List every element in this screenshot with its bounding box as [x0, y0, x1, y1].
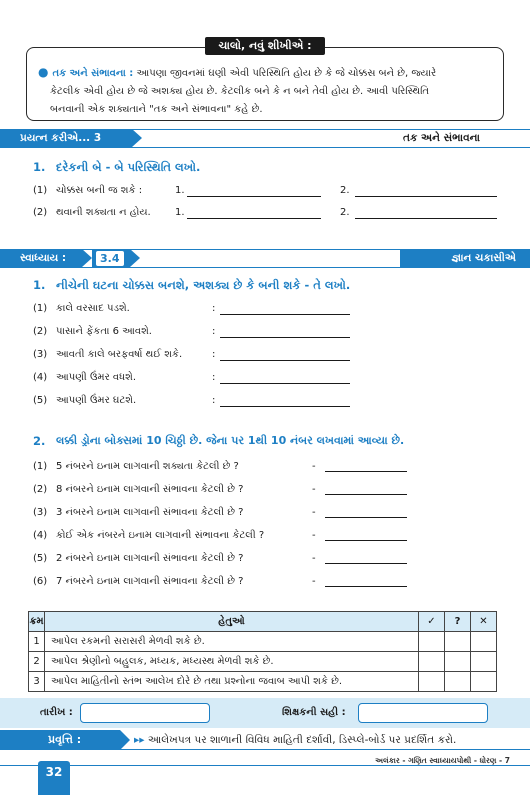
table-cell-goal: આપેલ રકમની સરાસરી મેળવી શકે છે. [45, 632, 419, 652]
page-number: 32 [38, 761, 70, 795]
arrow-right-icon [82, 249, 92, 267]
answer-line[interactable] [220, 314, 350, 315]
colon: : [212, 326, 216, 337]
table-cell-number: 3 [29, 672, 45, 692]
col-header-number: ક્રમ [29, 612, 45, 632]
row-text: 3 નંબરને ઇનામ લાગવાની સંભાવના કેટલી છે ? [56, 507, 244, 518]
section-title-chance: તક અને સંભાવના [403, 132, 480, 144]
answer-label: 2. [340, 207, 350, 218]
row-number: (5) [33, 553, 48, 564]
section-title-knowledge-check: જ્ઞાન ચકાસીએ [400, 249, 530, 268]
question-number: 1. [33, 278, 46, 292]
row-number: (2) [33, 326, 48, 337]
bullet-icon: ● [38, 65, 49, 79]
row-text: 8 નંબરને ઇનામ લાગવાની સંભાવના કેટલી છે ? [56, 484, 244, 495]
exercise-number-badge: 3.4 [96, 251, 124, 266]
answer-line[interactable] [220, 337, 350, 338]
row-number: (1) [33, 461, 48, 472]
row-text: કાલે વરસાદ પડશે. [56, 303, 130, 314]
row-number: (1) [33, 303, 48, 314]
table-cell-number: 2 [29, 652, 45, 672]
intro-title: ચાલો, નવું શીખીએ : [205, 37, 325, 55]
row-number: (2) [33, 207, 48, 218]
dash: - [312, 576, 316, 587]
answer-line[interactable] [220, 406, 350, 407]
dash: - [312, 553, 316, 564]
arrow-right-icon [130, 249, 140, 267]
table-row [29, 632, 497, 652]
answer-line[interactable] [325, 540, 407, 541]
intro-line-2: કેટલીક એવી હોય છે જે અશક્ય હોય છે. કેટલીક બને કે ન બને તેવી હોય છે. આવી પરિસ્થિતિ [50, 86, 430, 97]
table-cell-number: 1 [29, 632, 45, 652]
table-cell-no[interactable] [471, 652, 497, 672]
dash: - [312, 530, 316, 541]
table-cell-no[interactable] [471, 632, 497, 652]
row-number: (3) [33, 349, 48, 360]
cross-icon: ✕ [479, 616, 488, 627]
colon: : [212, 303, 216, 314]
table-cell-unsure[interactable] [445, 652, 471, 672]
row-number: (4) [33, 372, 48, 383]
table-cell-no[interactable] [471, 672, 497, 692]
col-header-unsure [445, 612, 471, 632]
col-header-yes [419, 612, 445, 632]
row-number: (4) [33, 530, 48, 541]
signature-field[interactable] [358, 703, 488, 723]
signature-label: શિક્ષકની સહી : [282, 707, 346, 718]
answer-line[interactable] [325, 517, 407, 518]
answer-line[interactable] [355, 218, 497, 219]
table-row [29, 652, 497, 672]
row-number: (2) [33, 484, 48, 495]
question-text: નીચેની ઘટના ચોક્કસ બનશે, અશક્ય છે કે બની શકે - તે લખો. [56, 278, 351, 292]
activity-label [0, 730, 120, 750]
answer-line[interactable] [325, 471, 407, 472]
table-row [29, 672, 497, 692]
dash: - [312, 484, 316, 495]
table-cell-goal: આપેલ શ્રેણીનો બહુલક, મધ્યક, મધ્યસ્થ મેળવી શકે છે. [45, 652, 419, 672]
activity-text [134, 734, 456, 747]
date-field[interactable] [80, 703, 210, 723]
colon: : [212, 372, 216, 383]
intro-line-3: બનવાની એક શક્યતાને "તક અને સંભાવના" કહે છે. [50, 104, 263, 115]
row-text: 7 નંબરને ઇનામ લાગવાની સંભાવના કેટલી છે ? [56, 576, 244, 587]
colon: : [212, 349, 216, 360]
question-number: 2. [33, 434, 46, 448]
table-cell-unsure[interactable] [445, 632, 471, 652]
answer-line[interactable] [325, 494, 407, 495]
answer-label: 2. [340, 185, 350, 196]
arrow-right-icon [132, 129, 142, 147]
table-cell-unsure[interactable] [445, 672, 471, 692]
row-text: આપણી ઉંમર વધશે. [56, 372, 137, 383]
self-check-table [28, 611, 497, 692]
answer-line[interactable] [325, 586, 407, 587]
activity-text-content: આલેખપત્ર પર શાળાની વિવિધ માહિતી દર્શાવી, ડિસ્પ્લે-બોર્ડ પર પ્રદર્શિત કરો. [147, 734, 457, 746]
col-header-no [471, 612, 497, 632]
col-header-goals: હેતુઓ [45, 612, 419, 632]
table-cell-yes[interactable] [419, 632, 445, 652]
arrow-right-icon [120, 730, 130, 750]
table-cell-yes[interactable] [419, 672, 445, 692]
row-text: 2 નંબરને ઇનામ લાગવાની સંભાવના કેટલી છે ? [56, 553, 244, 564]
row-number: (6) [33, 576, 48, 587]
question-text: લક્કી ડ્રોના બોક્સમાં 10 ચિઠ્ઠી છે. જેના પર 1થી 10 નંબર લખવામાં આવ્યા છે. [56, 434, 405, 447]
dash: - [312, 507, 316, 518]
row-text: થવાની શક્યતા ન હોય. [56, 207, 151, 218]
answer-line[interactable] [325, 563, 407, 564]
table-header-row [29, 612, 497, 632]
intro-line-1: આપણા જીવનમાં ઘણી એવી પરિસ્થિતિ હોય છે કે જે ચોક્કસ બને છે, જ્યારે [136, 68, 437, 79]
row-text: 5 નંબરને ઇનામ લાગવાની શક્યતા કેટલી છે ? [56, 461, 239, 472]
row-text: ચોક્કસ બની જ શકે : [56, 185, 143, 196]
row-number: (5) [33, 395, 48, 406]
row-text: આપણી ઉંમર ઘટશે. [56, 395, 137, 406]
question-text: દરેકની બે - બે પરિસ્થિતિ લખો. [56, 160, 201, 174]
date-label: તારીખ : [40, 707, 73, 718]
row-number: (1) [33, 185, 48, 196]
activity-label-text: પ્રવૃત્તિ : [48, 733, 82, 746]
answer-line[interactable] [187, 196, 321, 197]
book-title: અલંકાર - ગણિત સ્વાધ્યાયપોથી - ધોરણ - 7 [375, 756, 510, 765]
intro-term: તક અને સંભાવના : [52, 68, 134, 79]
table-cell-goal: આપેલ માહિતીનો સ્તંભ આલેખ દોરે છે તથા પ્રશ્નોના જવાબ આપી શકે છે. [45, 672, 419, 692]
row-text: કોઈ એક નંબરને ઇનામ લાગવાની સંભાવના કેટલી ? [56, 530, 265, 541]
section-label-practice: પ્રયત્ન કરીએ... 3 [0, 129, 132, 148]
check-icon: ✓ [427, 616, 436, 627]
arrow-bullet-icon: ▸▸ [134, 734, 148, 746]
row-text: પાસાને ફેંકતા 6 આવશે. [56, 326, 152, 337]
answer-label: 1. [175, 185, 185, 196]
dash: - [312, 461, 316, 472]
answer-label: 1. [175, 207, 185, 218]
answer-line[interactable] [220, 360, 350, 361]
answer-line[interactable] [187, 218, 321, 219]
colon: : [212, 395, 216, 406]
question-number: 1. [33, 160, 46, 174]
row-number: (3) [33, 507, 48, 518]
section-label-exercise: સ્વાધ્યાય : [0, 249, 82, 268]
answer-line[interactable] [220, 383, 350, 384]
answer-line[interactable] [355, 196, 497, 197]
row-text: આવતી કાલે બરફવર્ષા થઈ શકે. [56, 349, 183, 360]
intro-text [38, 63, 498, 119]
table-cell-yes[interactable] [419, 652, 445, 672]
question-icon: ? [454, 616, 461, 627]
